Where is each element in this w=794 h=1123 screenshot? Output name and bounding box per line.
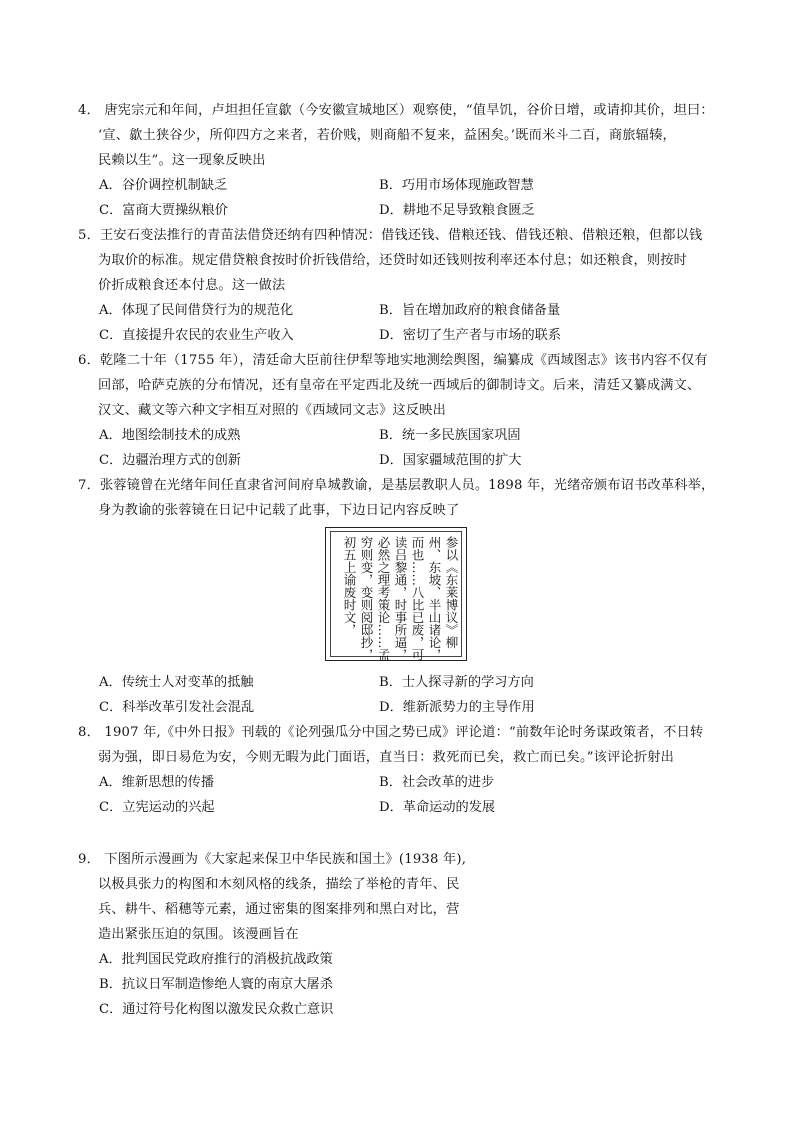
q4-option-d: D．耕地不足导致粮食匮乏 bbox=[379, 203, 535, 218]
q6-stem-line-3: 汉文、藏文等六种文字相互对照的《西域同文志》这反映出 bbox=[98, 403, 447, 418]
diary-column-7: 初五上谕废时文， bbox=[342, 536, 357, 636]
q7-option-c: C．科举改革引发社会混乱 bbox=[99, 700, 255, 715]
diary-excerpt-figure bbox=[325, 527, 467, 661]
q9-option-a: A．批判国民党政府推行的消极抗战政策 bbox=[99, 952, 333, 967]
q8-option-b: B．社会改革的进步 bbox=[379, 775, 495, 790]
q6-option-b: B．统一多民族国家巩固 bbox=[379, 428, 521, 443]
q8-stem-line-2: 弱为强，即日易危为安，今则无暇为此门面语，直当日：救死而已矣，救亡而已矣。”该评论折射出 bbox=[98, 750, 675, 765]
q6-option-d: D．国家疆域范围的扩大 bbox=[379, 453, 522, 468]
diary-column-2: 州、东坡、半山诸论， bbox=[427, 536, 442, 661]
q6-stem-line-1: 6．乾隆二十年（1755 年），清廷命大臣前往伊犁等地实地测绘舆图，编纂成《西域图志》该书内容不仅有 bbox=[78, 353, 708, 368]
q9-stem-line-2: 以极具张力的构图和木刻风格的线条，描绘了举枪的青年、民 bbox=[98, 877, 460, 892]
q4-stem-line-3: 民赖以生”。这一现象反映出 bbox=[98, 153, 266, 168]
q8-option-c: C．立宪运动的兴起 bbox=[99, 800, 215, 815]
q9-option-c: C．通过符号化构图以激发民众救亡意识 bbox=[99, 1002, 334, 1017]
q6-option-a: A．地图绘制技术的成熟 bbox=[99, 428, 241, 443]
q5-option-b: B．旨在增加政府的粮食储备量 bbox=[379, 303, 561, 318]
q6-stem-line-2: 回部，哈萨克族的分布情况，还有皇帝在平定西北及统一西域后的御制诗文。后来，清廷又纂成满文、 bbox=[98, 378, 701, 393]
q5-option-d: D．密切了生产者与市场的联系 bbox=[379, 328, 562, 343]
q4-option-b: B．巧用市场体现施政智慧 bbox=[379, 178, 534, 193]
q7-option-b: B．士人探寻新的学习方向 bbox=[379, 675, 534, 690]
q4-option-a: A．谷价调控机制缺乏 bbox=[99, 178, 228, 193]
q9-stem-line-1: 9． 下图所示漫画为《大家起来保卫中华民族和国土》(1938 年), bbox=[78, 852, 467, 867]
diary-column-5: 必然之理考策论……孟 bbox=[376, 536, 391, 661]
diary-column-1: 参以《东莱博议》柳 bbox=[444, 536, 459, 649]
diary-column-3: 而也……八比已废，可 bbox=[410, 536, 425, 661]
q9-stem-line-4: 造出紧张压迫的氛围。该漫画旨在 bbox=[98, 927, 299, 942]
q9-option-b: B．抗议日军制造惨绝人寰的南京大屠杀 bbox=[99, 977, 333, 992]
q8-option-a: A．维新思想的传播 bbox=[99, 775, 215, 790]
q5-option-c: C．直接提升农民的农业生产收入 bbox=[99, 328, 294, 343]
diary-column-6: 穷则变，变则阅邸抄， bbox=[359, 536, 374, 661]
q4-option-c: C．富商大贾操纵粮价 bbox=[99, 203, 228, 218]
q5-stem-line-2: 为取价的标准。规定借贷粮食按时价折钱借给，还贷时如还钱则按利率还本付息；如还粮食，则按时 bbox=[98, 253, 688, 268]
q5-stem-line-1: 5．王安石变法推行的青苗法借贷还纳有四种情况：借钱还钱、借粮还钱、借钱还粮、借粮还粮，但都以钱 bbox=[78, 228, 703, 243]
q5-option-a: A．体现了民间借贷行为的规范化 bbox=[99, 303, 294, 318]
diary-column-4: 读吕黎通，时事所逼， bbox=[393, 536, 408, 661]
q7-stem-line-2: 身为教谕的张蓉镜在日记中记载了此事，下边日记内容反映了 bbox=[98, 503, 460, 518]
q4-stem-line-1: 4． 唐宪宗元和年间，卢坦担任宣歙（今安徽宣城地区）观察使，“值旱饥，谷价日增，或请抑其价，坦曰： bbox=[78, 103, 714, 118]
q7-option-a: A．传统士人对变革的抵触 bbox=[99, 675, 254, 690]
q5-stem-line-3: 价折成粮食还本付息。这一做法 bbox=[98, 278, 286, 293]
q8-stem-line-1: 8． 1907 年,《中外日报》刊载的《论列强瓜分中国之势已成》评论道：“前数年论时务谋政策者，不日转 bbox=[78, 725, 704, 740]
q6-option-c: C．边疆治理方式的创新 bbox=[99, 453, 241, 468]
q4-stem-line-2: ‘宣、歙土狭谷少，所仰四方之来者，若价贱，则商船不复来，益困矣。’既而米斗二百，商旅辐辏， bbox=[98, 128, 676, 143]
q7-option-d: D．维新派势力的主导作用 bbox=[379, 700, 535, 715]
q9-stem-line-3: 兵、耕牛、稻穗等元素，通过密集的图案排列和黑白对比，营 bbox=[98, 902, 460, 917]
q7-stem-line-1: 7．张蓉镜曾在光绪年间任直隶省河间府阜城教谕，是基层教职人员。1898 年，光绪帝颁布诏书改革科举， bbox=[78, 478, 715, 493]
q8-option-d: D．革命运动的发展 bbox=[379, 800, 496, 815]
